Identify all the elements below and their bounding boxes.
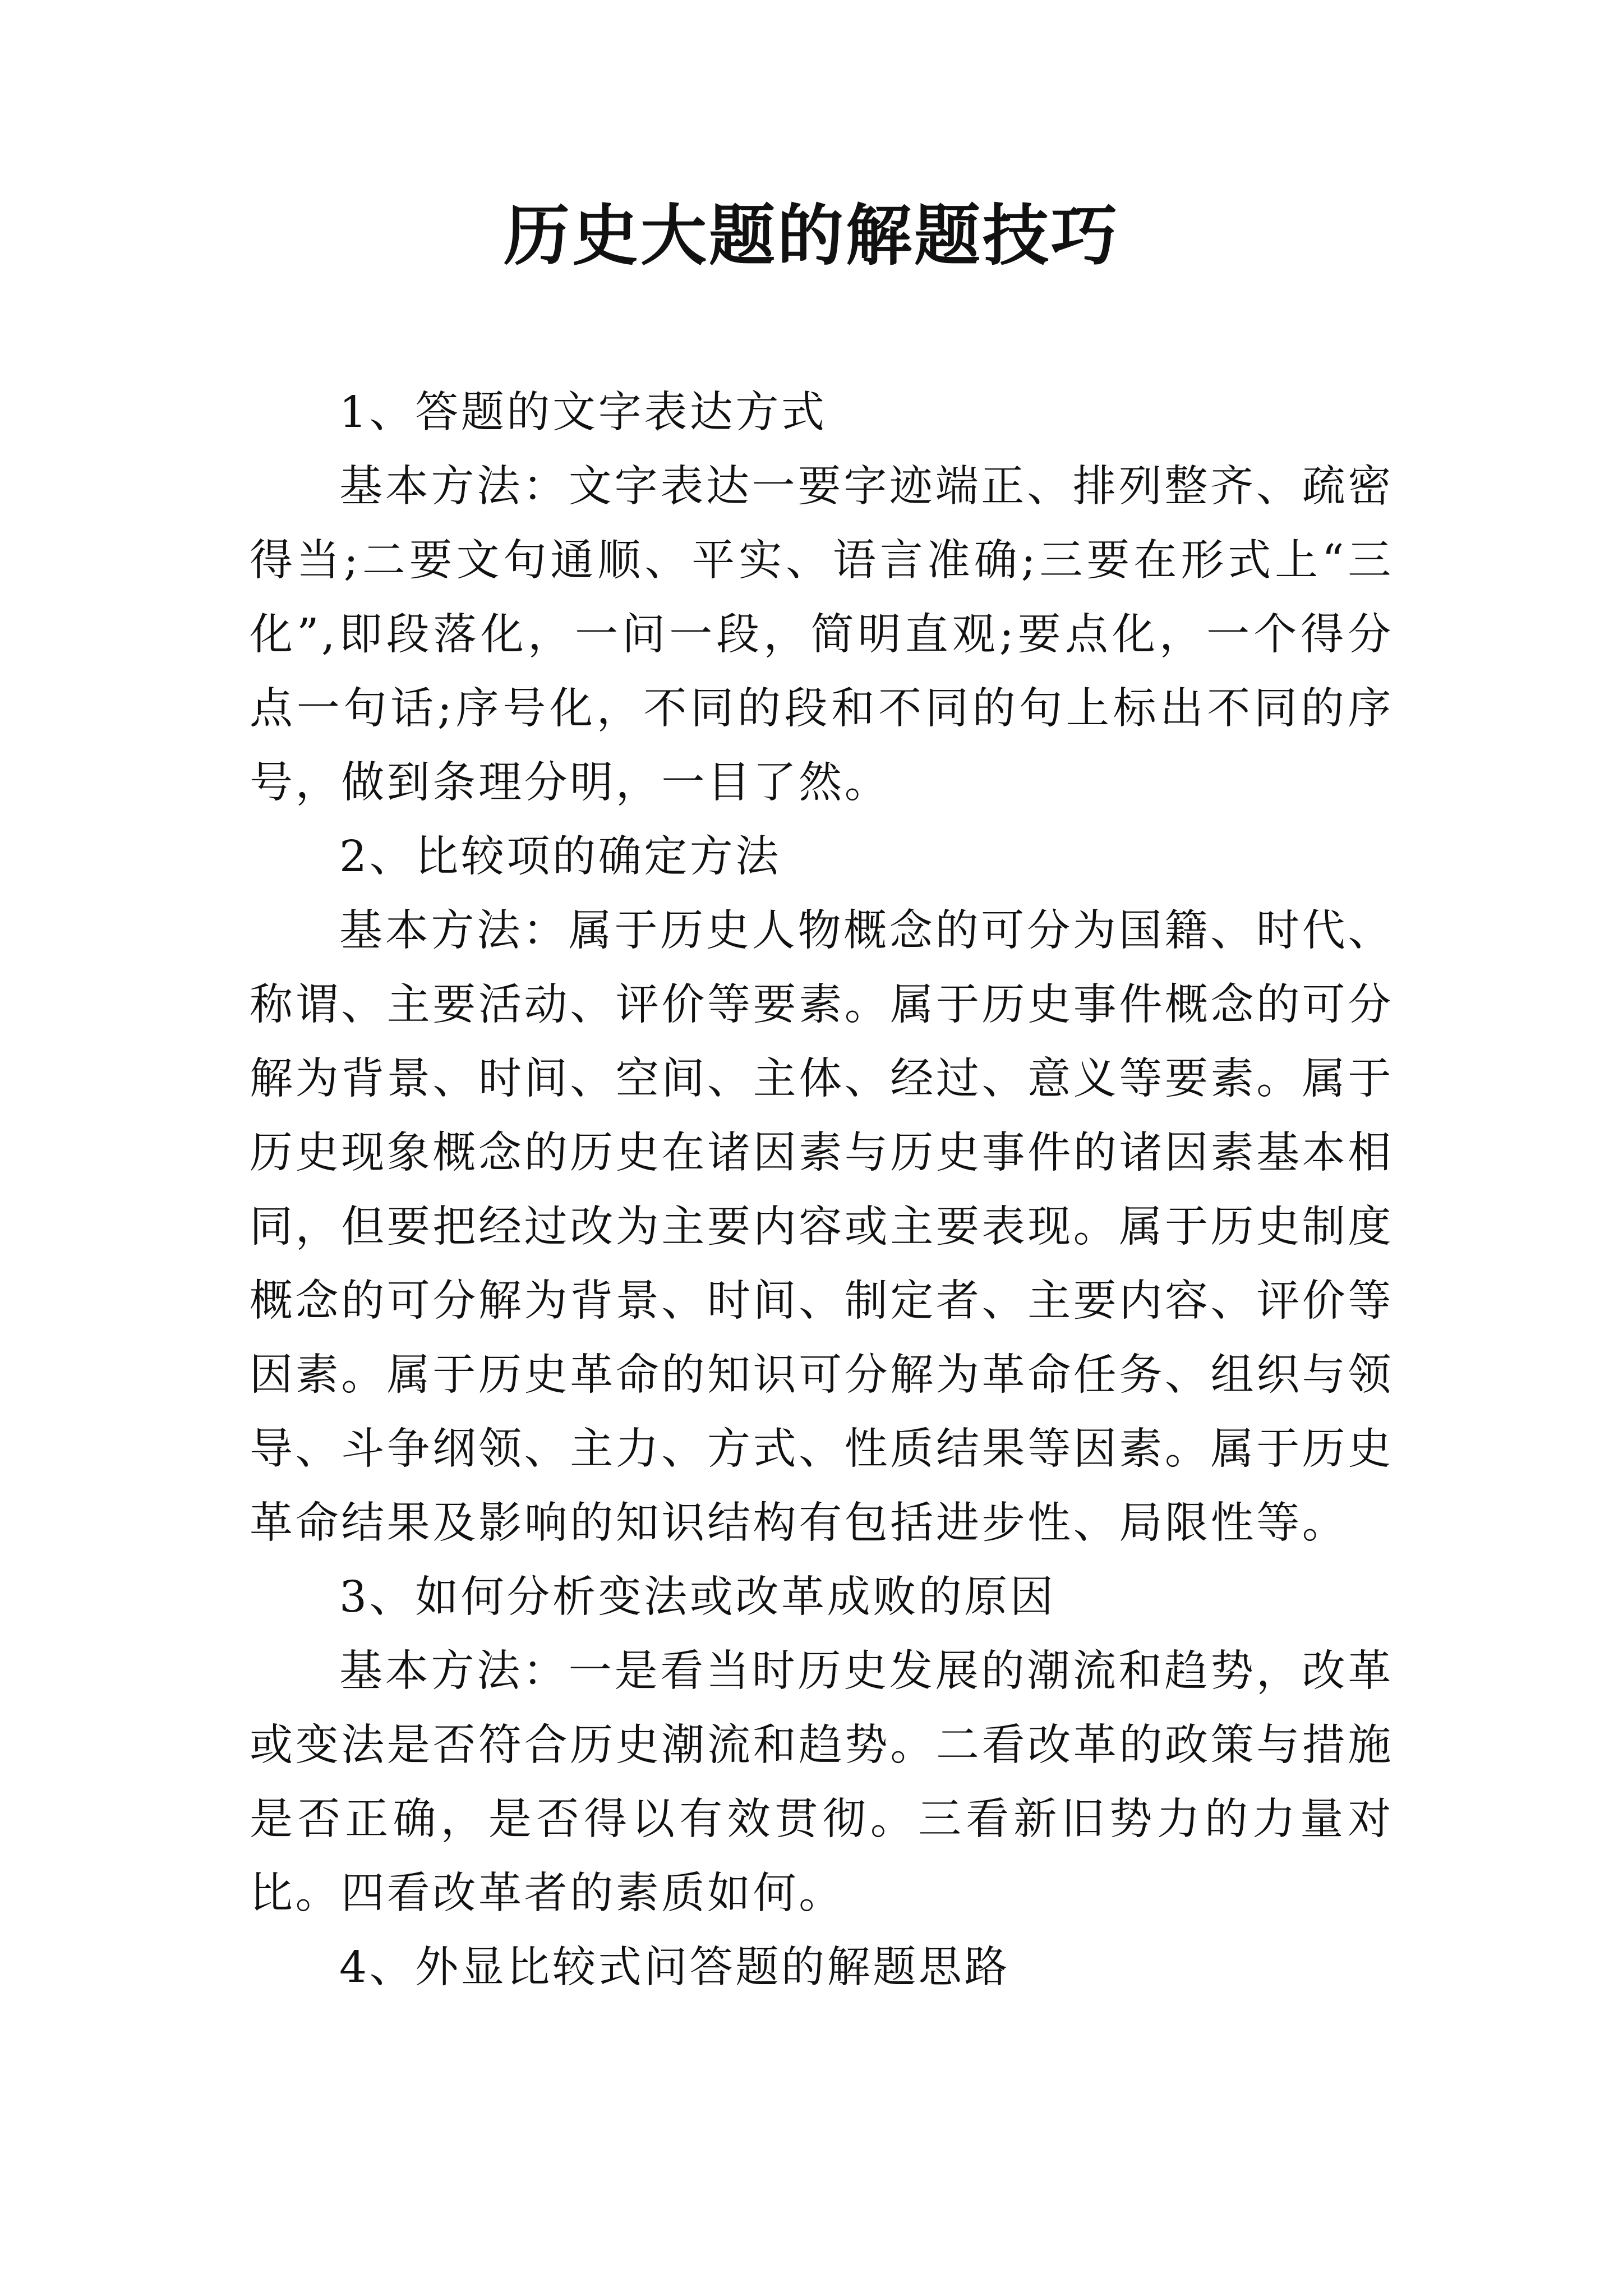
heading-comparison-items: 2、比较项的确定方法 [339,832,781,882]
heading-answer-expression: 1、答题的文字表达方式 [339,388,827,438]
paragraph-reform-analysis: 基本方法：一是看当时历史发展的潮流和趋势，改革或变法是否符合历史潮流和趋势。二看改革的政策与措施是否正确，是否得以有效贯彻。三看新旧势力的力量对比。四看改革者的素质如何。 [250,1646,1394,1918]
paragraph-comparison-items: 基本方法：属于历史人物概念的可分为国籍、时代、称谓、主要活动、评价等要素。属于历史事件概念的可分解为背景、时间、空间、主体、经过、意义等要素。属于历史现象概念的历史在诸因素与历史事件的诸因素基本相同，但要把经过改为主要内容或主要表现。属于历史制度概念的可分解为背景、时间、制定者、主要内容、评价等因素。属于历史革命的知识可分解为革命任务、组织与领导、斗争纲领、主力、方式、性质结果等因素。属于历史革命结果及影响的知识结构有包括进步性、局限性等。 [250,906,1394,1548]
heading-comparison-questions: 4、外显比较式问答题的解题思路 [339,1943,1010,1993]
document-title: 历史大题的解题技巧 [503,196,1119,274]
document-body [250,376,1394,2005]
paragraph-answer-expression: 基本方法：文字表达一要字迹端正、排列整齐、疏密得当;二要文句通顺、平实、语言准确;三要在形式上“三化”,即段落化，一问一段，简明直观;要点化，一个得分点一句话;序号化，不同的段和不同的句上标出不同的序号，做到条理分明，一目了然。 [250,462,1394,808]
heading-reform-analysis: 3、如何分析变法或改革成败的原因 [339,1572,1056,1622]
